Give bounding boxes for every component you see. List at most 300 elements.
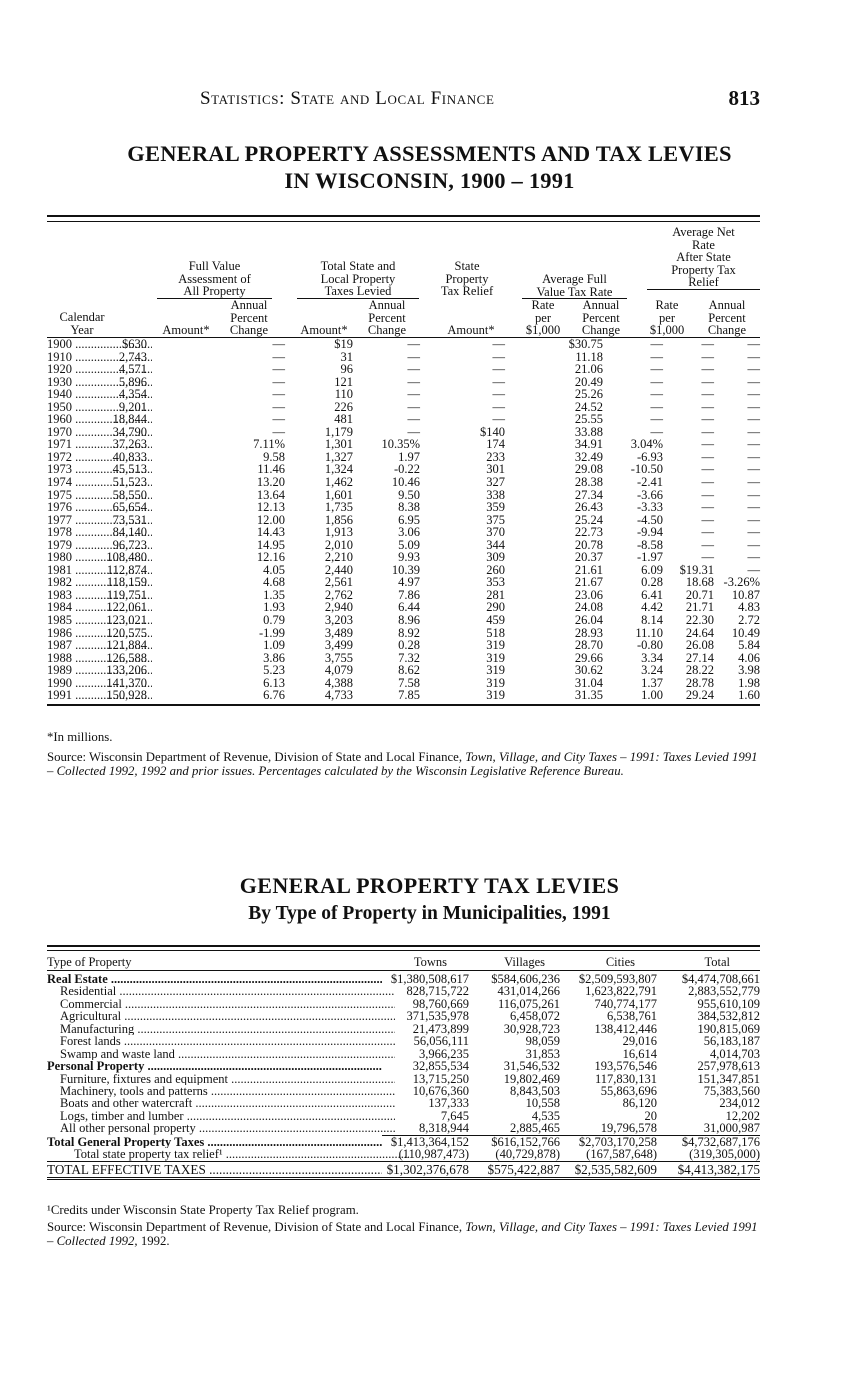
hdr-text: Annual	[708, 298, 746, 312]
table-cell: -1.99	[258, 625, 285, 640]
table-cell: —	[272, 349, 285, 364]
table-cell: 4,571	[118, 362, 147, 377]
hdr-text: Change	[707, 323, 747, 337]
table1-title-line1: GENERAL PROPERTY ASSESSMENTS AND TAX LEVIES	[127, 141, 732, 166]
hdr-text: Annual	[230, 298, 268, 312]
table2-title-line1: GENERAL PROPERTY TAX LEVIES	[239, 873, 620, 898]
table-cell: —	[747, 399, 760, 414]
hdr-text: Annual	[582, 298, 620, 312]
table-cell: 118,159	[106, 575, 147, 590]
hdr-text: Full Value	[188, 259, 241, 273]
table-cell: 75,383,560	[703, 1083, 760, 1098]
table-cell: 96,723	[112, 537, 147, 552]
table-cell: 2,010	[324, 537, 353, 552]
source-text: 1992.	[137, 1233, 170, 1248]
year-cell: 1940 .....	[47, 388, 152, 401]
table-cell: 56,183,187	[703, 1034, 760, 1049]
table-cell: 1.98	[738, 675, 760, 690]
table-cell: 1.00	[641, 688, 663, 703]
header-rate-per	[643, 299, 691, 337]
table-cell: 459	[486, 613, 505, 628]
table-cell: $630	[122, 337, 147, 351]
table-cell: 32.49	[574, 449, 603, 464]
table-cell: -8.58	[636, 537, 663, 552]
table-cell: 20.49	[574, 374, 603, 389]
table-cell: 2,210	[324, 550, 353, 565]
table-row	[47, 388, 760, 401]
table-cell: 1.37	[641, 675, 663, 690]
table-cell: $4,413,382,175	[677, 1161, 760, 1177]
table-cell: —	[701, 537, 714, 552]
table-cell: (319,305,000)	[689, 1147, 760, 1162]
hdr-text: Assessment of	[178, 271, 251, 286]
table-cell: 3.98	[738, 663, 760, 678]
table-cell: 150,928	[106, 688, 147, 703]
table-cell: —	[701, 500, 714, 515]
table-cell: 6.41	[641, 587, 663, 602]
table-cell: 375	[486, 512, 505, 527]
table-row	[47, 1122, 760, 1134]
hdr-text: Change	[581, 323, 621, 337]
table-cell: 190,815,069	[697, 1021, 760, 1036]
year-cell: 1971 .....	[47, 438, 152, 451]
table-cell: 29.08	[574, 462, 603, 477]
year-cell: 1910 .....	[47, 351, 152, 364]
table-cell: 319	[486, 650, 505, 665]
table-cell: —	[701, 525, 714, 540]
year-cell: 1977 .....	[47, 514, 152, 527]
table-cell: 6,538,761	[607, 1009, 657, 1024]
table-cell: 1.35	[263, 587, 285, 602]
table-cell: 10.87	[731, 587, 760, 602]
table-cell: —	[272, 362, 285, 377]
table-cell: 31.04	[574, 675, 603, 690]
table-cell: $584,606,236	[491, 972, 560, 986]
row-label: Furniture, fixtures and equipment .....	[47, 1073, 395, 1085]
table1-header	[47, 222, 760, 337]
year-cell: 1989 .....	[47, 664, 152, 677]
table2-source	[47, 1221, 760, 1248]
row-label: Commercial .....	[47, 998, 395, 1010]
table-cell: 260	[486, 562, 505, 577]
table-cell: 7.85	[398, 688, 420, 703]
table-cell: 21.61	[574, 562, 603, 577]
table-cell: 4.42	[641, 600, 663, 615]
table-cell: 384,532,812	[697, 1009, 760, 1024]
year-cell: 1930 .....	[47, 376, 152, 389]
table-cell: $1,413,364,152	[390, 1134, 469, 1149]
table-cell: 23.06	[574, 587, 603, 602]
table-cell: (110,987,473)	[398, 1147, 469, 1162]
table-cell: 4,733	[324, 688, 353, 703]
table-cell: 3.06	[398, 525, 420, 540]
table1-source	[47, 751, 760, 778]
table-row	[47, 639, 760, 652]
table-cell: —	[407, 362, 420, 377]
table-cell: 2,440	[324, 562, 353, 577]
table-cell: 119,751	[106, 587, 147, 602]
header-amount: Amount*	[162, 323, 210, 337]
table-cell: —	[747, 424, 760, 439]
table-cell: —	[272, 412, 285, 427]
table-cell: 3,499	[324, 638, 353, 653]
year-cell: 1981 .....	[47, 564, 152, 577]
table2-header	[47, 955, 760, 971]
table-cell: 21.06	[574, 362, 603, 377]
table1-footnote: *In millions.	[47, 730, 113, 744]
table-cell: -1.97	[636, 550, 663, 565]
table-cell: 4,079	[324, 663, 353, 678]
table-cell: $140	[480, 424, 505, 439]
table-cell: 2,885,465	[510, 1121, 560, 1136]
table-cell: 117,830,131	[594, 1071, 657, 1086]
table-cell: —	[492, 412, 505, 427]
table-cell: —	[747, 462, 760, 477]
table-cell: 359	[486, 500, 505, 515]
table-cell: 22.30	[685, 613, 714, 628]
table-row	[47, 363, 760, 376]
header-year	[47, 311, 117, 336]
table-cell: —	[407, 424, 420, 439]
table-cell: 11.10	[635, 625, 663, 640]
table-cell: 126,588	[106, 650, 147, 665]
table-cell: —	[747, 487, 760, 502]
table-cell: 14.43	[256, 525, 285, 540]
table-cell: 0.28	[641, 575, 663, 590]
table-cell: (167,587,648)	[586, 1147, 657, 1162]
table-cell: 10,676,360	[412, 1083, 469, 1098]
table-cell: $1,380,508,617	[390, 972, 469, 986]
year-cell: 1950 .....	[47, 401, 152, 414]
table-cell: —	[747, 349, 760, 364]
row-label: Total state property tax relief¹ .....	[47, 1148, 409, 1160]
table-cell: 2,561	[324, 575, 353, 590]
table-cell: —	[701, 437, 714, 452]
hdr-text: Percent	[230, 310, 268, 325]
table-cell: $30.75	[568, 337, 603, 351]
table-cell: 338	[486, 487, 505, 502]
table-cell: 86,120	[622, 1096, 657, 1111]
table-cell: 34,790	[112, 424, 147, 439]
table-cell: 226	[334, 399, 353, 414]
table-cell: —	[747, 512, 760, 527]
table-cell: 21,473,899	[412, 1021, 469, 1036]
table-cell: 3.04%	[630, 437, 663, 452]
table-cell: —	[272, 337, 285, 351]
table-cell: 7.86	[398, 587, 420, 602]
table-cell: 955,610,109	[697, 996, 760, 1011]
table-cell: $4,732,687,176	[681, 1134, 760, 1149]
table-cell: 28.93	[574, 625, 603, 640]
table-cell: 138,412,446	[594, 1021, 657, 1036]
table-cell: $1,302,376,678	[386, 1161, 469, 1177]
table-cell: 24.52	[574, 399, 603, 414]
table-cell: —	[701, 550, 714, 565]
table-cell: 20	[644, 1108, 657, 1123]
table-cell: 1,327	[324, 449, 353, 464]
table-cell: 122,061	[106, 600, 147, 615]
table-cell: —	[747, 362, 760, 377]
table-cell: 26.04	[574, 613, 603, 628]
row-label: Real Estate .....	[47, 973, 382, 985]
table-cell: 319	[486, 675, 505, 690]
header-pct	[697, 299, 757, 337]
table-cell: 371,535,978	[406, 1009, 469, 1024]
table-cell: 370	[486, 525, 505, 540]
table-cell: 0.28	[398, 638, 420, 653]
table-cell: 29.66	[574, 650, 603, 665]
table-cell: 22.73	[574, 525, 603, 540]
table2-title-line2: By Type of Property in Municipalities, 1991	[248, 903, 611, 924]
table-row	[47, 1060, 760, 1072]
table-cell: 65,654	[112, 500, 147, 515]
table-cell: 26.43	[574, 500, 603, 515]
hdr-text: Property	[445, 271, 489, 286]
year-cell: 1985 .....	[47, 614, 152, 627]
table-cell: 108,480	[106, 550, 147, 565]
table-cell: 281	[486, 587, 505, 602]
year-cell: 1991 .....	[47, 689, 152, 702]
table-cell: 98,760,669	[412, 996, 469, 1011]
table-cell: 8,318,944	[419, 1121, 469, 1136]
hdr-text: Property Tax	[671, 262, 736, 277]
table-cell: —	[701, 412, 714, 427]
table-cell: 31,853	[525, 1046, 560, 1061]
table-cell: —	[407, 412, 420, 427]
table-cell: 6,458,072	[510, 1009, 560, 1024]
header-assessment	[157, 260, 272, 299]
table-top-rule	[47, 215, 760, 222]
table-cell: 133,206	[106, 663, 147, 678]
table-cell: 121,884	[106, 638, 147, 653]
year-cell: 1920 .....	[47, 363, 152, 376]
table-cell: 110	[334, 387, 353, 402]
table-cell: 8.96	[398, 613, 420, 628]
table-cell: 137,333	[428, 1096, 469, 1111]
table-cell: 6.09	[641, 562, 663, 577]
table-cell: 5.09	[398, 537, 420, 552]
table-cell: 8,843,503	[510, 1083, 560, 1098]
table-cell: —	[272, 399, 285, 414]
table-cell: 344	[486, 537, 505, 552]
table-cell: 5,896	[118, 374, 147, 389]
table-cell: 1.97	[398, 449, 420, 464]
table-cell: 12,202	[725, 1108, 760, 1123]
table-cell: 257,978,613	[697, 1059, 760, 1074]
table-row	[47, 526, 760, 539]
year-cell: 1988 .....	[47, 652, 152, 665]
table-cell: —	[407, 337, 420, 351]
table-cell: 32,855,534	[412, 1059, 469, 1074]
table-cell: 4,388	[324, 675, 353, 690]
table-row	[47, 1010, 760, 1022]
table1-title-line2: IN WISCONSIN, 1900 – 1991	[284, 168, 575, 193]
table-cell: —	[650, 362, 663, 377]
running-head	[200, 88, 760, 114]
table-cell: —	[650, 424, 663, 439]
table-cell: 234,012	[719, 1096, 760, 1111]
table-cell: —	[272, 387, 285, 402]
year-cell: 1984 .....	[47, 601, 152, 614]
table-cell: —	[701, 399, 714, 414]
table-row	[47, 1097, 760, 1109]
hdr-text: After State	[676, 250, 731, 264]
year-cell: 1974 .....	[47, 476, 152, 489]
table-cell: 13.64	[256, 487, 285, 502]
table-cell: —	[701, 374, 714, 389]
table-cell: 290	[486, 600, 505, 615]
table-cell: 4.83	[738, 600, 760, 615]
table-cell: -3.66	[636, 487, 663, 502]
table-cell: 123,021	[106, 613, 147, 628]
header-relief	[432, 260, 502, 298]
table-cell: 6.13	[263, 675, 285, 690]
row-label: Personal Property .....	[47, 1060, 382, 1072]
hdr-text: $1,000	[525, 323, 561, 337]
table-cell: 31.35	[574, 688, 603, 703]
table-cell: 4.97	[398, 575, 420, 590]
table-cell: 7,645	[440, 1108, 469, 1123]
year-cell: 1982 .....	[47, 576, 152, 589]
header-amount: Amount*	[300, 323, 348, 337]
year-cell: 1972 .....	[47, 451, 152, 464]
table-cell: 26.08	[685, 638, 714, 653]
hdr-text: per	[535, 310, 551, 325]
year-cell: 1986 .....	[47, 627, 152, 640]
table-cell: 3.24	[641, 663, 663, 678]
table-cell: —	[701, 424, 714, 439]
table-cell: —	[407, 399, 420, 414]
row-label: TOTAL EFFECTIVE TAXES .....	[47, 1162, 382, 1177]
table-cell: 5.84	[738, 638, 760, 653]
table-row	[47, 476, 760, 489]
table-cell: —	[650, 374, 663, 389]
table-cell: —	[747, 449, 760, 464]
running-title: Statistics: State and Local Finance	[200, 88, 495, 109]
row-label: Swamp and waste land .....	[47, 1048, 395, 1060]
table-cell: 27.34	[574, 487, 603, 502]
hdr-text: Year	[70, 322, 94, 337]
page-number: 813	[728, 86, 760, 110]
table-cell: 4.68	[263, 575, 285, 590]
table-cell: 6.95	[398, 512, 420, 527]
table-cell: —	[701, 387, 714, 402]
table-cell: 11.18	[575, 349, 603, 364]
table-cell: 3.86	[263, 650, 285, 665]
hdr-text: Taxes Levied	[297, 285, 419, 299]
table-cell: 4.05	[263, 562, 285, 577]
col-header: Total	[704, 955, 730, 969]
year-cell: 1970 .....	[47, 426, 152, 439]
table-cell: 120,575	[106, 625, 147, 640]
table-cell: 10,558	[525, 1096, 560, 1111]
table-cell: —	[747, 412, 760, 427]
table-cell: 3.34	[641, 650, 663, 665]
table-cell: 2,940	[324, 600, 353, 615]
hdr-text: Percent	[708, 310, 746, 325]
table-cell: 1,179	[324, 424, 353, 439]
table-cell: 141,370	[106, 675, 147, 690]
table-cell: 24.64	[685, 625, 714, 640]
table-cell: 31,546,532	[503, 1059, 560, 1074]
table-cell: —	[701, 362, 714, 377]
table-cell: 112,874	[106, 562, 147, 577]
hdr-text: Rate	[655, 298, 679, 312]
table-cell: $19	[334, 337, 353, 351]
table-cell: 7.32	[398, 650, 420, 665]
table-cell: 8.92	[398, 625, 420, 640]
table-cell: $4,474,708,661	[681, 972, 760, 986]
table-cell: 18.68	[685, 575, 714, 590]
table-cell: 4,535	[531, 1108, 560, 1123]
table-cell: -4.50	[636, 512, 663, 527]
row-label: Manufacturing .....	[47, 1023, 395, 1035]
table-cell: 25.26	[574, 387, 603, 402]
table-row	[47, 1035, 760, 1047]
table-row	[47, 985, 760, 997]
table-cell: 1,601	[324, 487, 353, 502]
year-cell: 1975 .....	[47, 489, 152, 502]
table-cell: —	[650, 412, 663, 427]
table-cell: 11.46	[257, 462, 285, 477]
table-cell: 319	[486, 688, 505, 703]
table-cell: 96	[340, 362, 353, 377]
table-cell: 45,513	[112, 462, 147, 477]
row-label: Residential .....	[47, 985, 395, 997]
table-cell: 58,550	[112, 487, 147, 502]
year-cell: 1983 .....	[47, 589, 152, 602]
source-italic: Town, Village, and City Taxes – 1991: Taxes Levied 1991 – Collected 1992, 1992 and prior issues. Percentages calculated by the Wisconsin Legislative Reference Bureau.	[47, 750, 758, 778]
year-cell: 1978 .....	[47, 526, 152, 539]
table-cell: 8.38	[398, 500, 420, 515]
table-cell: 28.78	[685, 675, 714, 690]
table-cell: 19,796,578	[600, 1121, 657, 1136]
table-row	[47, 1162, 760, 1177]
table-cell: 1,623,822,791	[585, 984, 657, 999]
table-cell: —	[701, 475, 714, 490]
table-cell: —	[492, 349, 505, 364]
table-cell: —	[747, 537, 760, 552]
table-cell: —	[701, 512, 714, 527]
table-top-rule	[47, 945, 760, 951]
table-cell: —	[747, 387, 760, 402]
hdr-text: Tax Relief	[440, 284, 494, 298]
hdr-text: Local Property	[320, 271, 396, 286]
table-cell: 7.11%	[253, 437, 285, 452]
table-cell: —	[650, 387, 663, 402]
table-cell: 4.06	[738, 650, 760, 665]
hdr-text: Total State and	[320, 259, 396, 273]
table-cell: 301	[486, 462, 505, 477]
table-cell: 21.67	[574, 575, 603, 590]
table-cell: 30.62	[574, 663, 603, 678]
table-cell: 20.71	[685, 587, 714, 602]
table-cell: 2,743	[118, 349, 147, 364]
source-text: Source: Wisconsin Department of Revenue, Division of State and Local Finance,	[47, 750, 466, 764]
table-cell: 40,833	[112, 449, 147, 464]
table-cell: 10.35%	[381, 437, 420, 452]
table-cell: —	[747, 337, 760, 351]
table-cell: 28.38	[574, 475, 603, 490]
year-cell: 1990 .....	[47, 677, 152, 690]
table-cell: —	[701, 487, 714, 502]
table1-body	[47, 338, 760, 702]
table-cell: 13.20	[256, 475, 285, 490]
table-cell: 4,014,703	[710, 1046, 760, 1061]
table-cell: -3.26%	[723, 575, 760, 590]
table-cell: 1.60	[738, 688, 760, 703]
table-bottom-rule	[47, 1179, 760, 1180]
